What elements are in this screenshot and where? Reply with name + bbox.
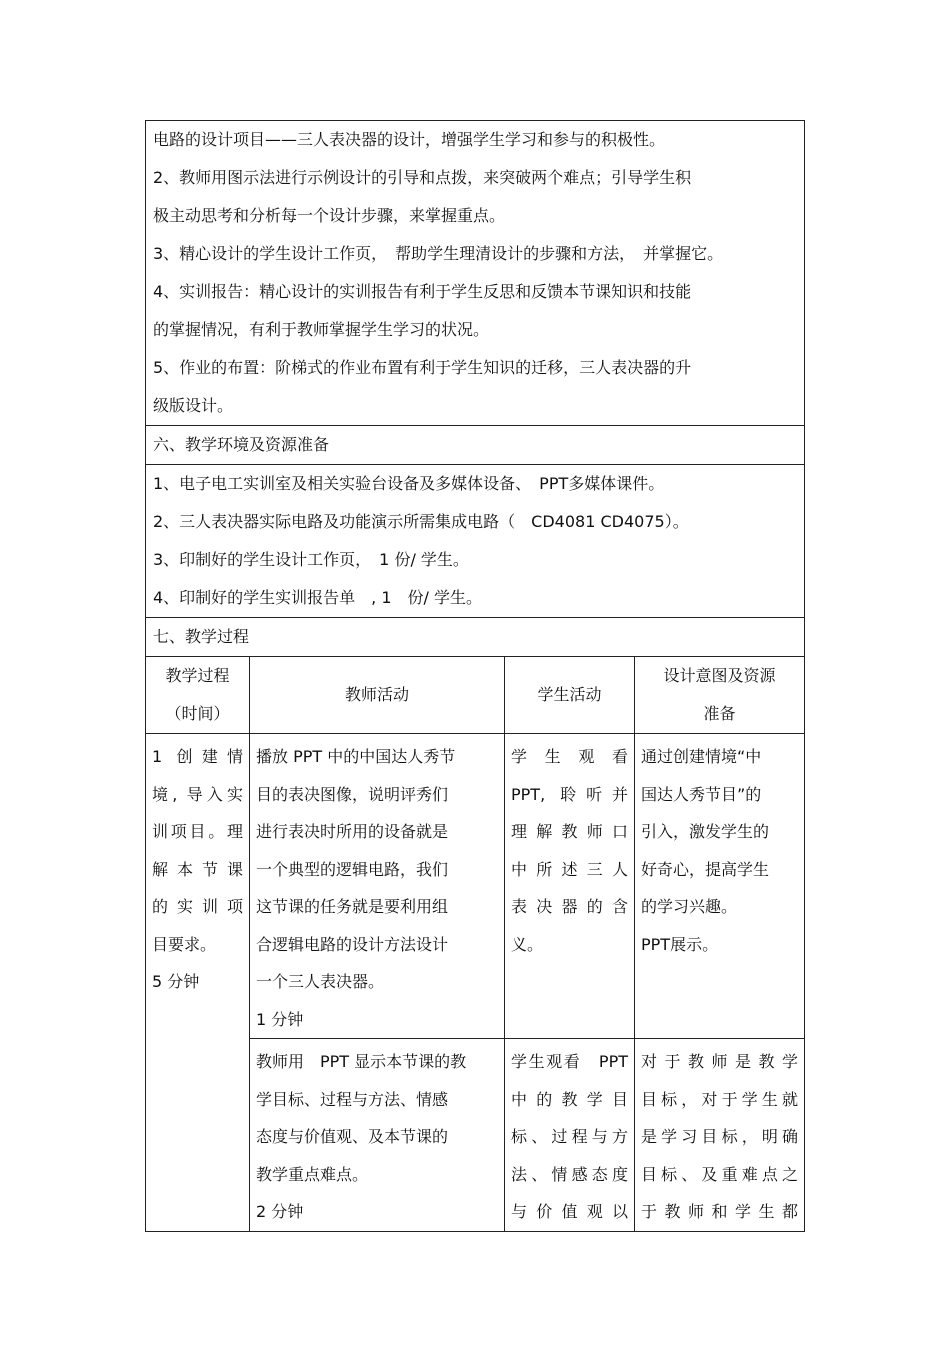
student-line: 表决器的含	[511, 897, 628, 916]
intent-line: 国达人秀节目”的	[641, 784, 762, 804]
teacher-line: 态度与价值观、及本节课的	[256, 1127, 449, 1146]
intent-line: 于教师和学生都	[641, 1202, 798, 1221]
lesson-plan-table	[145, 120, 805, 1232]
section6-line: 1、电子电工实训室及相关实验台设备及多媒体设备、 PPT多媒体课件。	[153, 474, 665, 493]
teacher-line: 这节课的任务就是要利用组	[256, 897, 449, 916]
section6-line: 3、印制好的学生设计工作页， 1 份/ 学生。	[153, 550, 469, 569]
section5-line: 5、作业的布置：阶梯式的作业布置有利于学生知识的迁移，三人表决器的升	[153, 358, 692, 377]
section7-title: 七、教学过程	[146, 618, 805, 657]
intent-line: 目标，对于学生就	[641, 1089, 798, 1109]
header-intent-line1: 设计意图及资源	[663, 666, 776, 685]
teacher-line: 1 分钟	[256, 1009, 304, 1029]
process-line: 的实训项	[152, 897, 243, 916]
student-line: PPT, 聆听并	[511, 784, 628, 804]
intent-line: 好奇心，提高学生	[641, 859, 770, 879]
row1-intent-cell	[635, 734, 805, 1039]
header-process-line2: （时间）	[165, 704, 230, 723]
section6-cell	[146, 465, 805, 618]
teacher-line: 2 分钟	[256, 1202, 304, 1221]
teacher-line: 教师用 PPT 显示本节课的教	[256, 1052, 467, 1071]
row1-student-cell	[505, 734, 635, 1039]
intent-line: 目标、及重难点之	[641, 1164, 798, 1184]
section5-cell	[146, 121, 805, 426]
student-line: 学生观看	[511, 747, 628, 766]
header-intent	[635, 657, 805, 734]
process-line: 目要求。	[152, 934, 217, 954]
teacher-line: 学目标、过程与方法、情感	[256, 1089, 449, 1109]
header-intent-line2: 准备	[703, 704, 736, 723]
section5-line: 级版设计。	[153, 396, 234, 415]
process-line: 5 分钟	[152, 972, 200, 991]
row2-teacher-cell	[250, 1039, 505, 1232]
section6-line: 2、三人表决器实际电路及功能演示所需集成电路（ CD4081 CD4075）。	[153, 512, 689, 531]
section5-line: 2、教师用图示法进行示例设计的引导和点拨，来突破两个难点；引导学生积	[153, 168, 692, 187]
intent-line: 通过创建情境“中	[641, 747, 762, 766]
teacher-line: 教学重点难点。	[256, 1164, 369, 1184]
student-line: 标、过程与方	[511, 1127, 628, 1146]
teacher-line: 一个三人表决器。	[256, 972, 385, 991]
row2-student-cell	[505, 1039, 635, 1232]
student-line: 义。	[511, 934, 544, 954]
teacher-line: 一个典型的逻辑电路，我们	[256, 859, 449, 879]
process-header-row	[146, 657, 805, 734]
section7-title-row	[146, 618, 805, 657]
row1-teacher-cell	[250, 734, 505, 1039]
section6-body-row	[146, 465, 805, 618]
intent-line: 对于教师是教学	[641, 1052, 798, 1071]
section6-title: 六、教学环境及资源准备	[146, 426, 805, 465]
teacher-line: 播放 PPT 中的中国达人秀节	[256, 747, 456, 766]
section6-line: 4、印制好的学生实训报告单 , 1 份/ 学生。	[153, 588, 483, 607]
header-student: 学生活动	[505, 657, 635, 734]
intent-line: 是学习目标，明确	[641, 1127, 798, 1146]
student-line: 学生观看 PPT	[511, 1052, 628, 1071]
row1-process-cell	[146, 734, 250, 1232]
student-line: 中的教学目	[511, 1089, 628, 1109]
section5-line: 极主动思考和分析每一个设计步骤，来掌握重点。	[153, 206, 506, 225]
intent-line: 的学习兴趣。	[641, 897, 738, 916]
process-row-1	[146, 734, 805, 1039]
header-process	[146, 657, 250, 734]
section5-line: 3、精心设计的学生设计工作页， 帮助学生理清设计的步骤和方法， 并掌握它。	[153, 244, 724, 263]
process-line: 境, 导入实	[152, 784, 243, 804]
section5-line: 的掌握情况，有利于教师掌握学生学习的状况。	[153, 320, 490, 339]
student-line: 法、情感态度	[511, 1164, 628, 1184]
teacher-line: 目的表决图像，说明评秀们	[256, 784, 449, 804]
teacher-line: 进行表决时所用的设备就是	[256, 822, 449, 841]
section5-row	[146, 121, 805, 426]
intent-line: 引入，激发学生的	[641, 822, 770, 841]
student-line: 中所述三人	[511, 859, 628, 879]
process-line: 训项目。理	[152, 822, 243, 841]
intent-line: PPT展示。	[641, 934, 719, 954]
section5-line: 电路的设计项目——三人表决器的设计，增强学生学习和参与的积极性。	[153, 130, 666, 149]
student-line: 理解教师口	[511, 822, 628, 841]
process-line: 解本节课	[152, 859, 243, 879]
header-process-line1: 教学过程	[165, 666, 230, 685]
teacher-line: 合逻辑电路的设计方法设计	[256, 934, 449, 954]
header-teacher: 教师活动	[250, 657, 505, 734]
process-line: 1 创建情	[152, 747, 243, 766]
section5-line: 4、实训报告：精心设计的实训报告有利于学生反思和反馈本节课知识和技能	[153, 282, 692, 301]
row2-intent-cell	[635, 1039, 805, 1232]
student-line: 与价值观以	[511, 1202, 628, 1221]
section6-title-row	[146, 426, 805, 465]
